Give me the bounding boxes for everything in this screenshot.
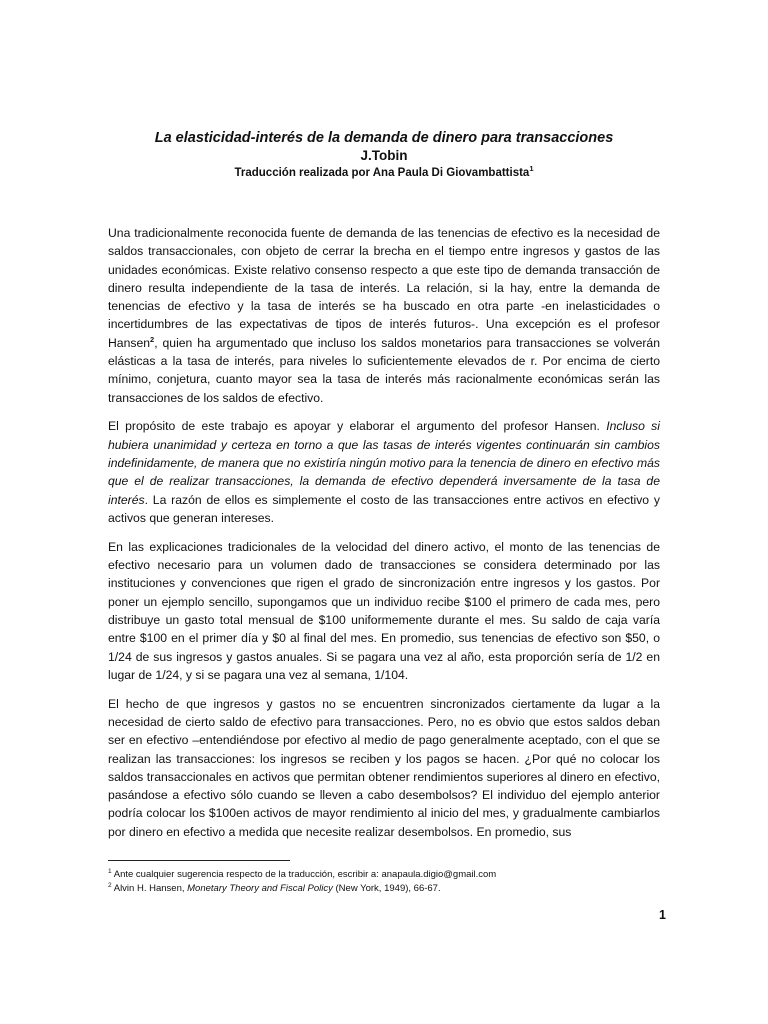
paragraph-1-text-b: , quien ha argumentado que incluso los saldos monetarios para transacciones se volverán elásticas a la tasa de interés, para niveles lo suficientemente elevados de r. Por encima de cierto mínimo, conjetura, cuanto mayor sea la tasa de interés más racionalmente económicas serán las transacciones de los saldos de efectivo.: [108, 335, 660, 405]
paragraph-4: El hecho de que ingresos y gastos no se encuentren sincronizados ciertamente da lugar a la necesidad de cierto saldo de efectivo para transacciones. Pero, no es obvio que estos saldos deban ser en efectivo –entendiéndose por efectivo al medio de pago generalmente aceptado, con el que se realizan las transacciones: los ingresos se reciben y los pagos se hacen. ¿Por qué no colocar los saldos transaccionales en activos que permitan obtener rendimientos superiores al dinero en efectivo, pasándose a efectivo sólo cuando se lleven a cabo desembolsos? El individuo del ejemplo anterior podría colocar los $100en activos de mayor rendimiento al inicio del mes, y gradualmente cambiarlos por dinero en efectivo a medida que necesite realizar desembolsos. En promedio, sus: [108, 696, 660, 839]
paragraph-1: [108, 224, 660, 407]
page-number: 1: [659, 908, 666, 922]
paragraph-1-text-a: Una tradicionalmente reconocida fuente de demanda de las tenencias de efectivo es la necesidad de saldos transaccionales, con objeto de cerrar la brecha en el tiempo entre ingresos y gastos de las unidades económicas. Existe relativo consenso respecto a que este tipo de demanda transacción de dinero resulta independiente de la tasa de interés. La relación, si la hay, entre la demanda de tenencias de efectivo y la tasa de interés se ha buscado en otra parte -en inelasticidades o incertidumbres de las expectativas de tipos de interés futuros-. Una excepción es el profesor Hansen: [108, 226, 660, 350]
document-author: J.Tobin: [360, 148, 408, 163]
paragraph-2-text-b: . La razón de ellos es simplemente el costo de las transacciones entre activos en efectivo y activos que generan intereses.: [108, 492, 660, 525]
footnote-2: [108, 882, 660, 896]
paragraph-2-text-a: El propósito de este trabajo es apoyar y elaborar el argumento del profesor Hansen.: [108, 419, 607, 434]
footnote-2-book-title: Monetary Theory and Fiscal Policy: [187, 883, 333, 894]
footnote-1-mark: 1: [108, 867, 112, 875]
footnote-2-text-b: (New York, 1949), 66-67.: [332, 883, 441, 894]
footnote-2-mark: 2: [108, 881, 112, 889]
paragraph-2-emphasis: Incluso si hubiera unanimidad y certeza en torno a que las tasas de interés vigentes continuarán sin cambios indefinidamente, de manera que no existiría ningún motivo para la tenencia de dinero en efectivo más que el de realizar transacciones, la demanda de efectivo dependerá inversamente de la tasa de interés: [108, 419, 660, 507]
paragraph-2: [108, 417, 660, 527]
footnote-1: [108, 868, 660, 882]
footnote-ref-2[interactable]: 2: [150, 334, 155, 344]
footnote-separator: [108, 860, 290, 861]
translator-credit: [0, 165, 768, 181]
paragraph-3: En las explicaciones tradicionales de la velocidad del dinero activo, el monto de las tenencias de efectivo necesario para un volumen dado de transacciones se considera determinado por las instituciones y convenciones que rigen el grado de sincronización entre ingresos y los gastos. Por poner un ejemplo sencillo, supongamos que un individuo recibe $100 el primero de cada mes, pero distribuye un gasto total mensual de $100 uniformemente durante el mes. Su saldo de caja varía entre $100 en el primer día y $0 al final del mes. En promedio, sus tenencias de efectivo son $50, o 1/24 de sus ingresos y gastos anuales. Si se pagara una vez al año, esta proporción sería de 1/2 en lugar de 1/24, y si se pagara una vez al semana, 1/104.: [108, 539, 660, 682]
document-title: La elasticidad-interés de la demanda de dinero para transacciones: [154, 130, 614, 146]
footnote-2-text-a: Alvin H. Hansen,: [111, 883, 188, 894]
footnote-ref-1[interactable]: 1: [529, 164, 534, 174]
translator-text: Traducción realizada por Ana Paula Di Giovambattista: [234, 167, 530, 179]
footnote-1-text: Ante cualquier sugerencia respecto de la traducción, escribir a: anapaula.digio@gmail.com: [111, 869, 497, 880]
footnotes: [108, 868, 660, 896]
document-body: [108, 224, 660, 852]
